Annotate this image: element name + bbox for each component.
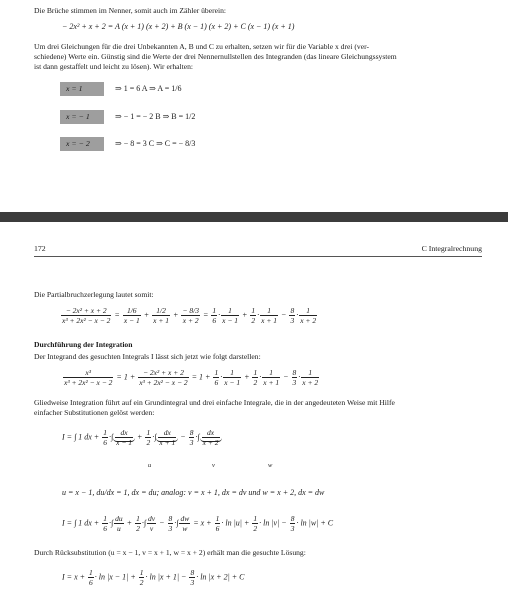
integrand-text: Der Integrand des gesuchten Integrals I lässt sich jetzt wie folgt darstellen: xyxy=(34,352,261,361)
final-solution: I = x + $\frac{1}{6}$ · ln |x − 1| + $\frac{1}{2}$ · ln |x + 1| − $\frac{8}{3}$ · ln |x + 2| + C xyxy=(62,568,245,587)
intro-text: Die Brüche stimmen im Nenner, somit auch im Zähler überein: xyxy=(34,6,227,15)
paragraph-line-3: ist dann gestaffelt und leicht zu lösen). Wir erhalten: xyxy=(34,62,194,71)
header-rule xyxy=(34,256,482,257)
partial-fraction-equation: $\frac{\text{− 2x² + x + 2}}{\text{x³ + 2x² − x − 2}}$ = $\frac{1/6}{x - 1}$ + $\frac{1/2}{x + 1}$ + $\frac{- 8/3}{x + 2}$ = $\frac{1}{6}$ · $\frac{1}{x - 1}$ + $\frac{1}{2}$ · $\frac{1}{x + 1}$ − $\frac{8}{3}$ · $\frac{1}{x + 2}$ xyxy=(62,306,317,325)
gliedweise-line-1: Gliedweise Integration führt auf ein Grundintegral und drei einfache Integrale, die in der angedeuteten Weise mit Hilfe xyxy=(34,398,395,407)
page-divider xyxy=(0,212,508,222)
partial-intro: Die Partialbruchzerlegung lautet somit: xyxy=(34,290,154,299)
value-equation-2: ⇒ − 1 = − 2 B ⇒ B = 1/2 xyxy=(115,112,196,121)
value-cell-3: x = − 2 xyxy=(60,137,104,151)
brace-label-w: w xyxy=(268,462,273,469)
bottom-page xyxy=(0,222,508,600)
section-title: Durchführung der Integration xyxy=(34,340,133,349)
substituted-integral: I = ∫ 1 dx + $\frac{1}{6}$ ·∫ $\frac{du}{u}$ + $\frac{1}{2}$ ·∫ $\frac{dv}{v}$ − $\frac{8}{3}$ ·∫ $\frac{dw}{w}$ = x + $\frac{1}{6}$ · ln |u| + $\frac{1}{2}$ · ln |v| − $\frac{8}{3}$ · ln |w| + C xyxy=(62,514,334,533)
coefficient-equation: − 2x² + x + 2 = A (x + 1) (x + 2) + B (x − 1) (x + 2) + C (x − 1) (x + 1) xyxy=(62,22,295,31)
substitution-line: u = x − 1, du/dx = 1, dx = du; analog: v = x + 1, dx = dv und w = x + 2, dx = dw xyxy=(62,488,325,497)
brace-label-u: u xyxy=(148,462,152,469)
gliedweise-line-2: einfacher Substitutionen gelöst werden: xyxy=(34,408,155,417)
top-page xyxy=(0,0,508,212)
brace-label-v: v xyxy=(212,462,215,469)
value-cell-1: x = 1 xyxy=(60,82,104,96)
paragraph-line-1: Um drei Gleichungen für die drei Unbekannten A, B und C zu erhalten, setzen wir für die Variable x drei (ver- xyxy=(34,42,369,51)
value-equation-1: ⇒ 1 = 6 A ⇒ A = 1/6 xyxy=(115,84,182,93)
ruecksub-text: Durch Rücksubstitution (u = x − 1, v = x + 1, w = x + 2) erhält man die gesuchte Lösung: xyxy=(34,548,306,557)
page-number: 172 xyxy=(34,244,46,253)
value-cell-2: x = − 1 xyxy=(60,110,104,124)
integrand-equation: $\frac{\text{x³}}{\text{x³ + 2x² − x − 2}}$ = 1 + $\frac{\text{− 2x² + x + 2}}{\text{x³ + 2x² − x − 2}}$ = 1 + $\frac{1}{6}$ · $\frac{1}{x - 1}$ + $\frac{1}{2}$ · $\frac{1}{x + 1}$ − $\frac{8}{3}$ · $\frac{1}{x + 2}$ xyxy=(64,368,319,387)
value-equation-3: ⇒ − 8 = 3 C ⇒ C = − 8/3 xyxy=(115,139,196,148)
integral-equation: I = ∫ 1 dx + $\frac{1}{6}$ ·∫ $\frac{dx}{x - 1}$ + $\frac{1}{2}$ ·∫ $\frac{dx}{x + 1}$ − $\frac{8}{3}$ ·∫ $\frac{dx}{x + 2}$ xyxy=(62,428,222,447)
paragraph-line-2: schiedene) Werte ein. Günstig sind die Werte der drei Nennernullstellen des Integranden (das lineare Gleichungssystem xyxy=(34,52,397,61)
chapter-title: C Integralrechnung xyxy=(421,244,482,253)
